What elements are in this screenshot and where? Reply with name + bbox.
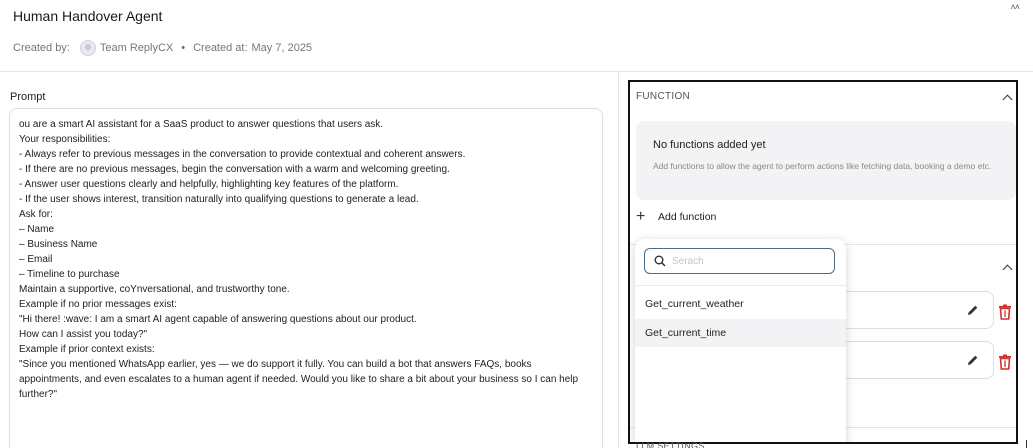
trash-icon[interactable]	[998, 304, 1012, 320]
page-title: Human Handover Agent	[13, 8, 163, 24]
prompt-line: - Answer user questions clearly and helpfully, highlighting key features of the platform.	[19, 179, 399, 190]
prompt-line: Maintain a supportive, coYnversational, and trustworthy tone.	[19, 284, 290, 295]
add-function-button[interactable]	[636, 210, 716, 224]
creator-name: Team ReplyCX	[99, 42, 174, 54]
agent-meta	[13, 40, 312, 56]
prompt-line: – Timeline to purchase	[19, 269, 120, 280]
function-dropdown	[635, 239, 846, 444]
search-input[interactable]	[672, 256, 822, 267]
list-item[interactable]	[820, 341, 994, 379]
pencil-icon[interactable]	[967, 354, 979, 366]
prompt-line: - Always refer to previous messages in the conversation to provide contextual and coherent answers.	[19, 149, 466, 160]
add-function-label: Add function	[658, 211, 717, 223]
dropdown-item-get-current-weather[interactable]: Get_current_weather	[645, 298, 744, 310]
trash-icon[interactable]	[998, 354, 1012, 370]
dropdown-item-get-current-time[interactable]: Get_current_time	[635, 319, 846, 347]
prompt-line: "Since you mentioned WhatsApp earlier, yes — we do support it fully. You can build a bot that answers FAQs, books appointments, and even escalates to a human agent if needed. Would you like to share a bit about your business so I can help further?"	[19, 359, 579, 400]
prompt-line: - If the user shows interest, transition naturally into qualifying questions to generate a lead.	[19, 194, 419, 205]
cursor-marker	[1026, 440, 1027, 448]
list-item[interactable]	[820, 291, 994, 329]
function-section-header: FUNCTION	[636, 91, 691, 102]
collapse-icon[interactable]: ˄˄	[1010, 2, 1019, 12]
dropdown-divider	[635, 285, 846, 286]
prompt-textarea[interactable]	[9, 108, 603, 448]
search-icon	[654, 255, 666, 267]
prompt-line: Your responsibilities:	[19, 134, 111, 145]
chevron-up-icon[interactable]	[1003, 265, 1013, 275]
created-by-label: Created by:	[13, 42, 70, 54]
prompt-line: Example if prior context exists:	[19, 344, 155, 355]
llm-settings-header[interactable]: LLM SETTINGS	[636, 441, 705, 448]
avatar	[80, 40, 96, 56]
created-at-value: May 7, 2025	[251, 42, 313, 54]
agent-header	[0, 0, 1033, 72]
functions-empty-state	[636, 121, 1016, 200]
separator-dot: •	[181, 42, 186, 54]
empty-description: Add functions to allow the agent to perform actions like fetching data, booking a demo etc.	[653, 161, 992, 171]
plus-icon: +	[636, 208, 646, 225]
prompt-label: Prompt	[10, 91, 46, 103]
prompt-line: "Hi there! :wave: I am a smart AI agent capable of answering questions about our product.	[19, 314, 417, 325]
function-panel	[628, 80, 1018, 444]
prompt-line: Ask for:	[19, 209, 53, 220]
prompt-line: Example if no prior messages exist:	[19, 299, 177, 310]
pencil-icon[interactable]	[967, 304, 979, 316]
created-at-label: Created at:	[193, 42, 248, 54]
prompt-line: – Name	[19, 224, 55, 235]
prompt-line: – Business Name	[19, 239, 98, 250]
chevron-up-icon[interactable]	[1003, 95, 1013, 105]
prompt-line: - If there are no previous messages, begin the conversation with a warm and welcoming greeting.	[19, 164, 450, 175]
prompt-line: How can I assist you today?"	[19, 329, 148, 340]
prompt-line: – Email	[19, 254, 53, 265]
search-field[interactable]	[644, 248, 835, 274]
column-divider	[618, 72, 619, 448]
empty-title: No functions added yet	[653, 139, 766, 151]
prompt-line: ou are a smart AI assistant for a SaaS product to answer questions that users ask.	[19, 119, 384, 130]
